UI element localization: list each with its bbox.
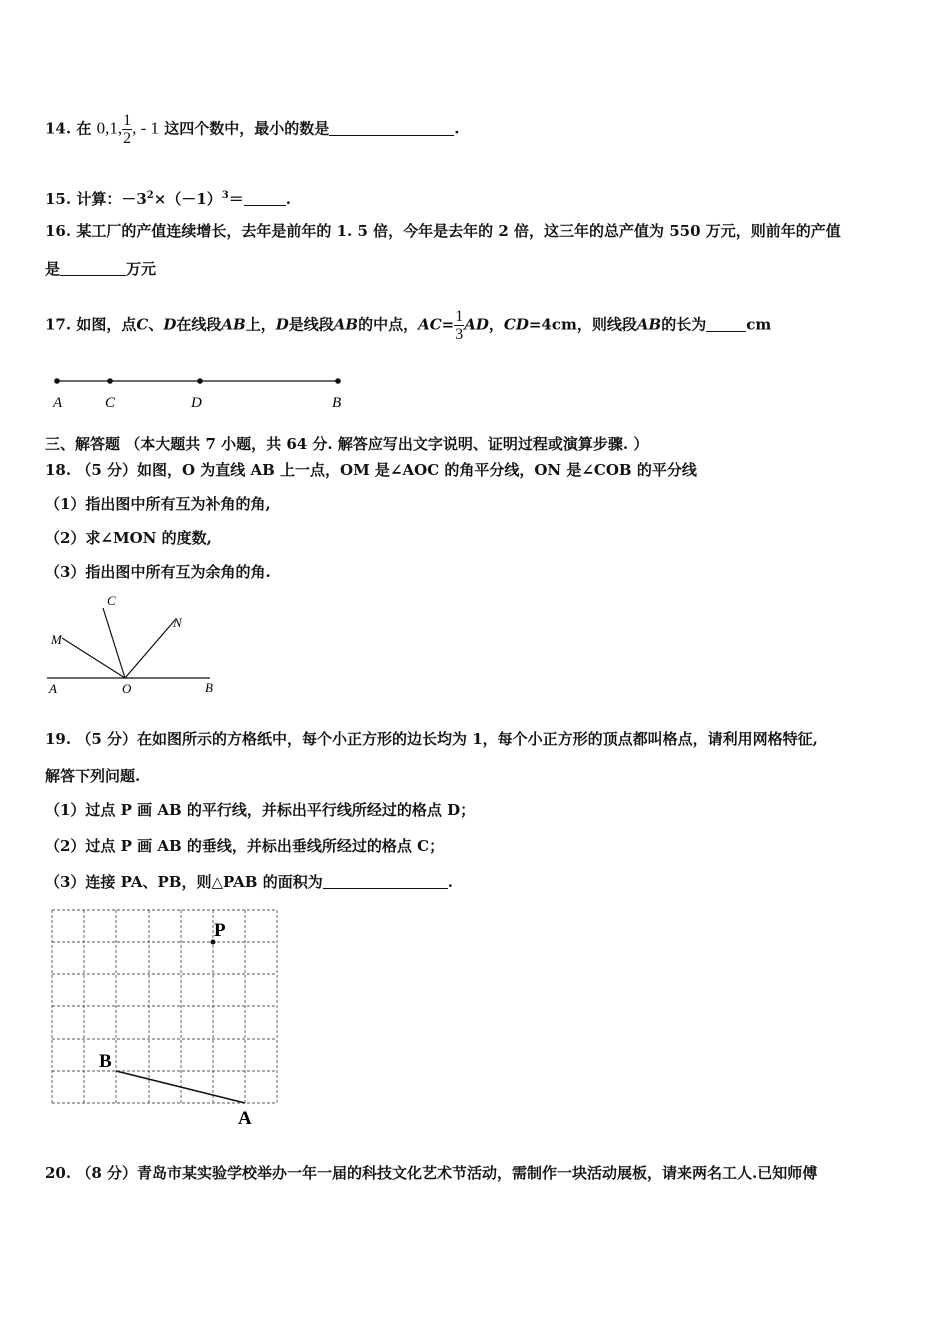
q19-stem-line1: 19. （5 分）在如图所示的方格纸中，每个小正方形的边长均为 1，每个小正方形的顶点都叫格点，请利用网格特征, [45, 730, 818, 748]
q14-answer-blank[interactable] [329, 119, 454, 136]
q18-angle-figure [45, 590, 225, 700]
grid-lines [52, 910, 277, 1103]
q17-number: 17. [45, 315, 72, 334]
label-a: A [53, 395, 63, 411]
q14-set-a: 0,1, [96, 118, 123, 138]
segment-ab [116, 1071, 245, 1103]
q17-fraction: $\frac{1}{3}$ [455, 308, 464, 343]
ray-on [125, 620, 175, 678]
question-15: 15. 计算：$-3^2\times(-1)^3=$ . [45, 190, 291, 208]
q14-fraction: $\frac{1}{2}$ [123, 112, 132, 147]
q16-line1: 某工厂的产值连续增长，去年是前年的 1. 5 倍，今年是去年的 2 倍，这三年的总产值为 550 万元，则前年的产值 [76, 222, 841, 240]
label-a: A [238, 1108, 252, 1129]
q18-stem: 18. （5 分）如图，O 为直线 AB 上一点，OM 是∠AOC 的角平分线，ON 是∠COB 的平分线 [45, 461, 697, 479]
ray-oc [103, 608, 125, 678]
label-c: C [107, 593, 116, 608]
label-d: D [191, 395, 202, 411]
q19-part-2: （2）过点 P 画 AB 的垂线，并标出垂线所经过的格点 C； [45, 837, 445, 855]
label-a: A [49, 681, 57, 696]
point-c [107, 378, 113, 384]
question-16-line2: 是 万元 [45, 260, 157, 278]
q18-part-3: （3）指出图中所有互为余角的角. [45, 563, 271, 581]
q14-number: 14. [45, 119, 72, 138]
label-o: O [122, 681, 132, 696]
q19-part-3: （3）连接 PA、PB，则△PAB 的面积为 . [45, 873, 453, 891]
question-17: 17. 如图，点C、D在线段AB上，D是线段AB的中点，AC= $\frac{1}{3}$ AD，CD=4cm，则线段AB的长为 cm [45, 308, 772, 343]
q14-set-b: , - 1 [132, 118, 160, 138]
q15-answer-blank[interactable] [244, 189, 286, 206]
question-14: 14. 在 0,1, $\frac{1}{2}$ , - 1 这四个数中，最小的数是 . [45, 112, 460, 147]
q19-area-blank[interactable] [323, 872, 448, 889]
label-n: N [173, 615, 182, 630]
q19-stem-line2: 解答下列问题. [45, 767, 141, 785]
ray-om [62, 638, 125, 678]
point-b [335, 378, 341, 384]
label-b: B [332, 395, 342, 411]
q15-text-a: 计算：－3 [76, 190, 147, 208]
q14-prefix: 在 [76, 119, 92, 138]
q15-number: 15. [45, 190, 72, 208]
label-p: P [214, 920, 226, 941]
label-m: M [51, 632, 62, 647]
q19-grid-figure [45, 905, 295, 1130]
point-d [197, 378, 203, 384]
q18-part-2: （2）求∠MON 的度数, [45, 529, 212, 547]
q14-text: 这四个数中，最小的数是 [164, 119, 330, 138]
label-b: B [99, 1051, 112, 1072]
q20-stem: 20. （8 分）青岛市某实验学校举办一年一届的科技文化艺术节活动，需制作一块活动展板，请来两名工人.已知师傅 [45, 1164, 818, 1182]
label-c: C [105, 395, 116, 411]
section-3-title: 三、解答题 （本大题共 7 小题，共 64 分. 解答应写出文字说明、证明过程或演算步骤. ） [45, 435, 649, 453]
point-a [54, 378, 60, 384]
q16-answer-blank[interactable] [60, 259, 126, 276]
q17-answer-blank[interactable] [706, 315, 746, 332]
q19-part-1: （1）过点 P 画 AB 的平行线，并标出平行线所经过的格点 D； [45, 801, 476, 819]
question-16 [45, 221, 841, 241]
q17-segment-figure [45, 370, 355, 415]
q16-number: 16. [45, 222, 72, 240]
label-b: B [205, 680, 213, 695]
q18-part-1: （1）指出图中所有互为补角的角, [45, 495, 271, 513]
